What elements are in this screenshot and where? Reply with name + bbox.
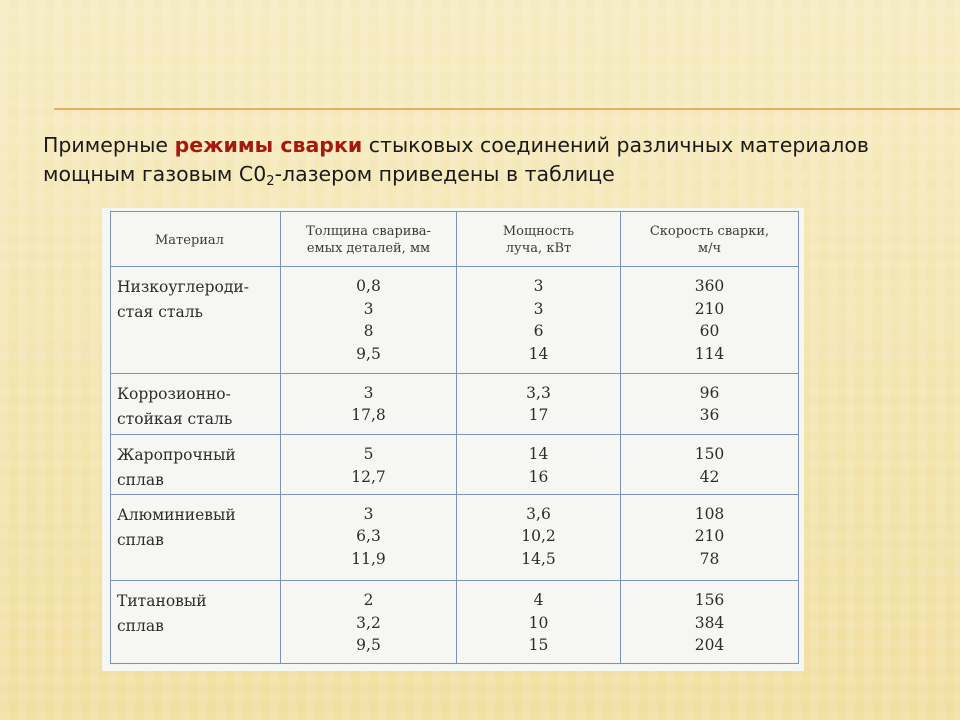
table-scan <box>102 208 804 671</box>
thickness-cell <box>281 267 457 374</box>
material-value: Титановый <box>117 592 207 611</box>
speed-value: 156 <box>694 591 725 610</box>
power-value: 6 <box>533 322 544 340</box>
thickness-value: 3 <box>363 299 374 318</box>
power-cell <box>457 267 621 374</box>
power-value: 3,6 <box>526 504 551 523</box>
thickness-value: 12,7 <box>351 467 386 486</box>
thickness-cell <box>281 373 457 434</box>
thickness-value: 11,9 <box>351 549 386 568</box>
heading-text-before: Примерные <box>43 133 175 157</box>
header-line: емых деталей, мм <box>306 241 431 256</box>
heading-line2-after: -лазером приведены в таблице <box>274 162 615 186</box>
power-value: 3 <box>533 277 544 295</box>
table-header-row <box>111 212 799 267</box>
table-row <box>111 435 799 494</box>
speed-value: 150 <box>694 445 725 464</box>
power-value: 16 <box>528 467 549 486</box>
thickness-value: 8 <box>363 322 374 340</box>
speed-value: 60 <box>699 322 720 340</box>
header-line: Мощность <box>502 224 575 239</box>
speed-value: 210 <box>694 299 725 318</box>
thickness-value: 9,5 <box>356 636 381 655</box>
speed-value: 78 <box>699 549 720 568</box>
thickness-value: 2 <box>363 591 374 610</box>
power-value: 14,5 <box>521 549 556 568</box>
power-value: 15 <box>528 636 549 655</box>
welding-modes-table <box>110 211 799 664</box>
header-material <box>111 212 281 267</box>
material-value: сплав <box>117 471 164 490</box>
power-value: 17 <box>528 406 549 425</box>
speed-value: 384 <box>694 613 725 632</box>
power-value: 14 <box>528 344 549 363</box>
speed-value: 204 <box>694 636 725 655</box>
material-value: Коррозионно- <box>117 384 231 403</box>
thickness-value: 17,8 <box>351 406 386 425</box>
thickness-cell <box>281 494 457 581</box>
speed-value: 42 <box>699 467 720 486</box>
material-value: Жаропрочный <box>117 446 236 465</box>
power-value: 3 <box>533 299 544 318</box>
header-thickness <box>281 212 457 267</box>
speed-cell <box>621 494 799 581</box>
table-row <box>111 373 799 434</box>
power-value: 4 <box>533 591 544 610</box>
speed-cell <box>621 581 799 664</box>
thickness-value: 3 <box>363 383 374 402</box>
speed-cell <box>621 267 799 374</box>
material-cell <box>111 267 281 374</box>
material-cell <box>111 494 281 581</box>
heading-text-after: стыковых соединений различных материалов <box>362 133 869 157</box>
material-value: Низкоуглероди- <box>117 278 249 296</box>
power-value: 10 <box>528 613 549 632</box>
material-value: Алюминиевый <box>117 505 236 524</box>
power-value: 14 <box>528 445 549 464</box>
table-row <box>111 494 799 581</box>
title-divider <box>54 108 960 110</box>
power-value: 10,2 <box>521 527 556 546</box>
thickness-value: 0,8 <box>356 277 381 295</box>
header-line: луча, кВт <box>505 241 572 256</box>
material-value: сплав <box>117 530 164 549</box>
thickness-value: 6,3 <box>356 527 381 546</box>
speed-cell <box>621 373 799 434</box>
header-line: Скорость сварки, <box>649 224 770 239</box>
table-body <box>111 267 799 664</box>
header-line: Материал <box>155 232 224 248</box>
header-speed <box>621 212 799 267</box>
material-cell <box>111 581 281 664</box>
thickness-value: 3,2 <box>356 613 381 632</box>
heading-line-2 <box>43 160 923 189</box>
thickness-cell <box>281 435 457 494</box>
speed-value: 108 <box>694 504 725 523</box>
material-value: стая сталь <box>117 303 203 321</box>
power-cell <box>457 435 621 494</box>
speed-value: 36 <box>699 406 720 425</box>
speed-cell <box>621 435 799 494</box>
table-row <box>111 267 799 374</box>
heading-line2-before: мощным газовым С0 <box>43 162 267 186</box>
speed-value: 210 <box>694 527 725 546</box>
power-cell <box>457 581 621 664</box>
material-value: стойкая сталь <box>117 409 233 428</box>
header-line: м/ч <box>697 241 722 256</box>
material-value: сплав <box>117 617 164 636</box>
header-power <box>457 212 621 267</box>
thickness-value: 9,5 <box>356 344 381 363</box>
heading-subscript: 2 <box>266 174 275 189</box>
heading-line-1 <box>43 131 923 160</box>
power-cell <box>457 373 621 434</box>
material-cell <box>111 435 281 494</box>
slide-heading <box>43 131 923 189</box>
header-line: Толщина сварива- <box>306 224 431 239</box>
power-cell <box>457 494 621 581</box>
thickness-value: 3 <box>363 504 374 523</box>
speed-value: 114 <box>694 344 725 363</box>
material-cell <box>111 373 281 434</box>
power-value: 3,3 <box>526 383 551 402</box>
heading-accent-text: режимы сварки <box>174 133 363 157</box>
thickness-cell <box>281 581 457 664</box>
speed-value: 96 <box>699 383 720 402</box>
speed-value: 360 <box>694 277 725 295</box>
table-row <box>111 581 799 664</box>
thickness-value: 5 <box>363 445 374 464</box>
